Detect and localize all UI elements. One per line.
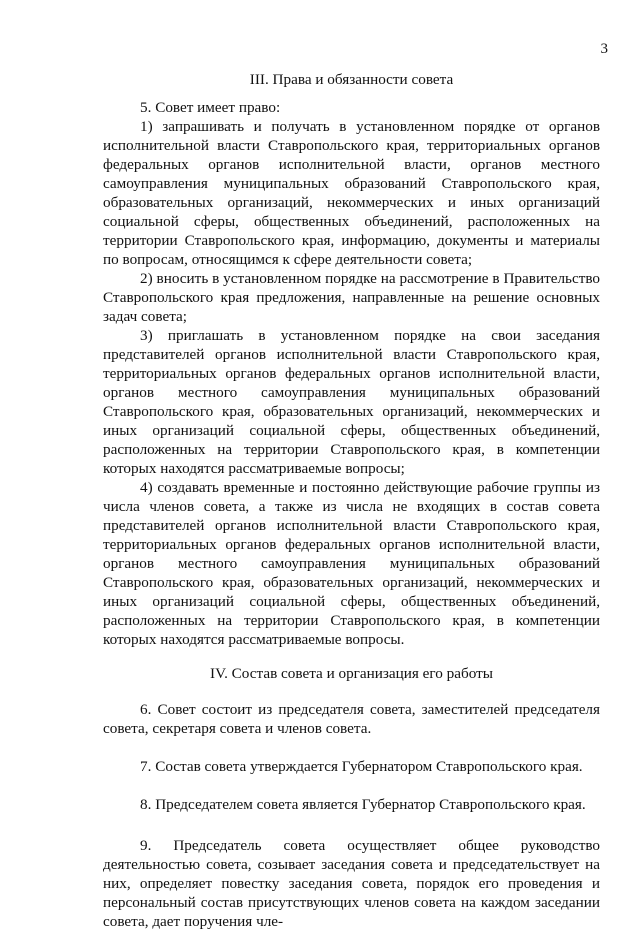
paragraph-7: 7. Состав совета утверждается Губернатором Ставропольского края. xyxy=(140,758,583,775)
page-number: 3 xyxy=(600,41,608,57)
paragraph-5: 5. Совет имеет право: xyxy=(140,99,281,116)
paragraph-5-item-2: 2) вносить в установленном порядке на рассмотрение в Правительство Ставропольского края предложения, направленные на решение основных задач совета; xyxy=(103,270,600,325)
section-4-heading: IV. Состав совета и организация его работы xyxy=(210,665,493,682)
paragraph-5-item-1: 1) запрашивать и получать в установленном порядке от органов исполнительной власти Ставропольского края, территориальных органов федеральных органов исполнительной власти, органов местного самоуправления муниципальных образований Ставропольского края, образовательных организаций, некоммерческих и иных организаций социальной сферы, общественных объединений, расположенных на территории Ставропольского края, информацию, документы и материалы по вопросам, относящимся к сфере деятельности совета; xyxy=(103,118,600,268)
section-3-heading: III. Права и обязанности совета xyxy=(249,71,454,88)
paragraph-8: 8. Председателем совета является Губернатор Ставропольского края. xyxy=(140,796,586,813)
document-body xyxy=(103,70,600,931)
paragraph-5-item-4: 4) создавать временные и постоянно действующие рабочие группы из числа членов совета, а также из числа не входящих в состав совета представителей органов исполнительной власти Ставропольского края, территориальных органов федеральных органов исполнительной власти, органов местного самоуправления муниципальных образований Ставропольского края, образовательных организаций, некоммерческих и иных организаций социальной сферы, общественных объединений, расположенных на территории Ставропольского края, в компетенции которых находятся рассматриваемые вопросы. xyxy=(103,479,600,648)
paragraph-5-item-3: 3) приглашать в установленном порядке на свои заседания представителей органов исполнительной власти Ставропольского края, территориальных органов федеральных органов исполнительной власти, органов местного самоуправления муниципальных образований Ставропольского края, образовательных организаций, некоммерческих и иных организаций социальной сферы, общественных объединений, расположенных на территории Ставропольского края, в компетенции которых находятся рассматриваемые вопросы; xyxy=(103,327,600,477)
paragraph-9: 9. Председатель совета осуществляет общее руководство деятельностью совета, созывает заседания совета и председательствует на них, определяет повестку заседания совета, порядок его проведения и персональный состав присутствующих членов совета на каждом заседании совета, дает поручения чле- xyxy=(103,837,600,930)
paragraph-6: 6. Совет состоит из председателя совета, заместителей председателя совета, секретаря совета и членов совета. xyxy=(103,701,600,737)
